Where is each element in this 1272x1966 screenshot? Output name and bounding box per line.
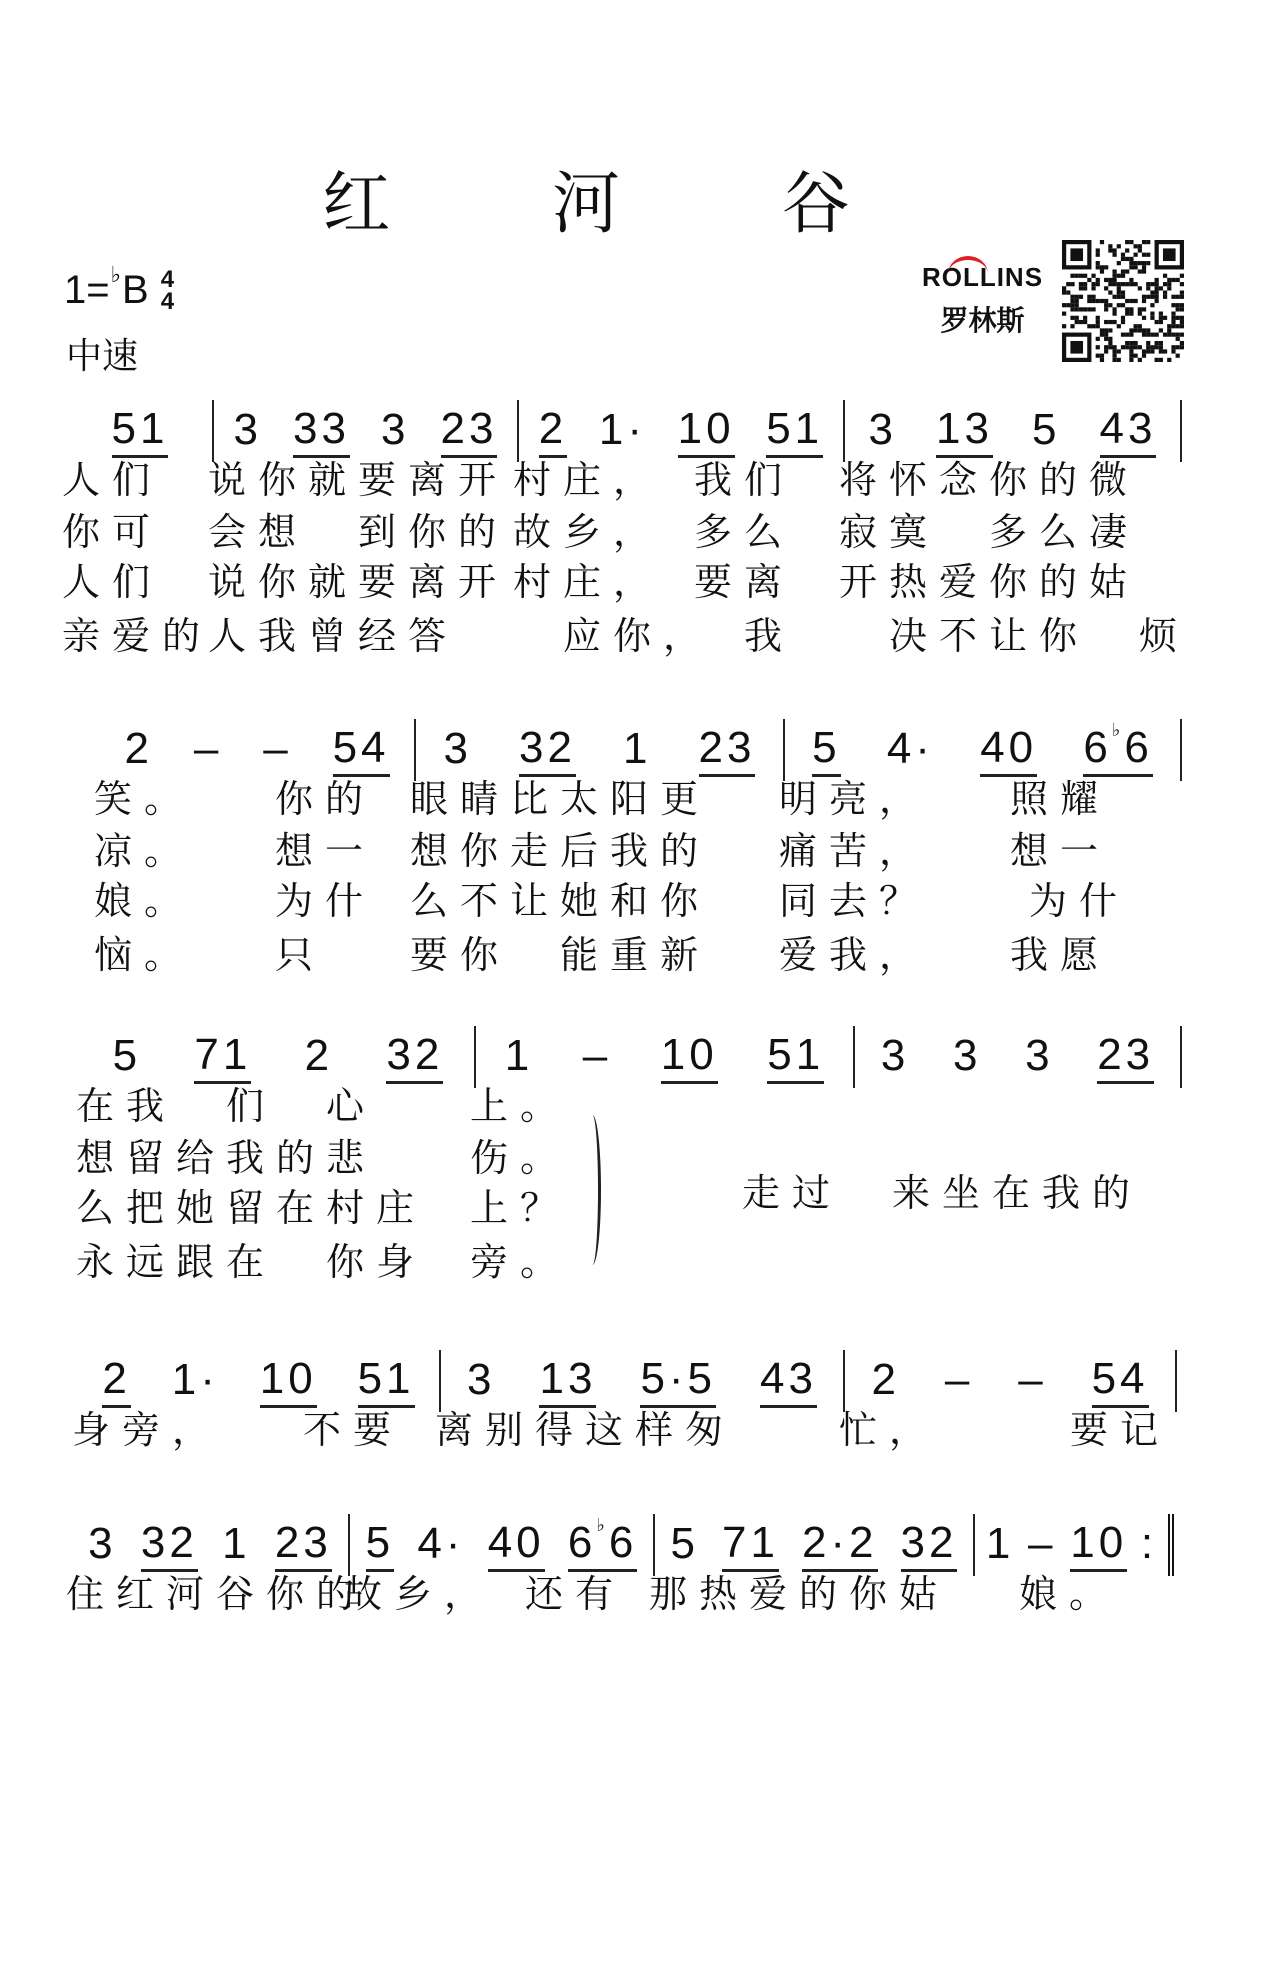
note-group (263, 725, 291, 775)
note-group (172, 1356, 219, 1406)
measure (655, 1514, 975, 1576)
lyric-segment: 应你， 我 (513, 614, 795, 658)
time-top: 4 (160, 265, 175, 293)
measure (100, 719, 416, 781)
note-text: 2 (102, 1353, 131, 1403)
note-group (901, 1519, 958, 1572)
lyric-segment: 想留给我的悲 (76, 1136, 377, 1180)
measure (855, 1026, 1182, 1088)
time-bottom: 4 (160, 287, 175, 315)
measure (519, 400, 845, 462)
note-text: 4· (417, 1519, 465, 1568)
note-text: 5 (812, 722, 841, 772)
lyric-row-2 (0, 509, 1272, 555)
note-text: 23 (1097, 1029, 1155, 1079)
note-group (441, 405, 498, 458)
measure (845, 400, 1182, 462)
lyric-segment: 娘。 (969, 1572, 1120, 1616)
lyric-segment: 村庄， 要离 (513, 560, 795, 604)
note-group (1092, 1355, 1149, 1408)
lyric-segment: 上？ (470, 1186, 571, 1230)
note-text: 5 (365, 1517, 395, 1567)
note-group (417, 1520, 464, 1570)
note-text: 10 (1070, 1517, 1128, 1567)
flat-accidental: ♭ (1111, 719, 1125, 740)
note-group (260, 1355, 317, 1408)
note-text: 2 (124, 724, 153, 773)
note-group (1100, 405, 1157, 458)
lyric-segment: 么不让她和你 (410, 879, 711, 923)
lyric-segment: 你可 (62, 510, 163, 554)
note-text: 51 (766, 403, 824, 453)
note-group (1025, 1032, 1053, 1082)
note-group (599, 406, 646, 456)
note-text: 5·5 (640, 1353, 717, 1403)
note-text: – (1018, 1355, 1047, 1404)
note-text: 13 (539, 1353, 597, 1403)
note-text: 3 (381, 405, 410, 454)
note-text: – (263, 724, 292, 773)
note-group (467, 1356, 495, 1406)
note-text: 5 (1032, 405, 1061, 454)
note-group (623, 725, 651, 775)
time-signature (160, 265, 175, 315)
note-group (141, 1519, 198, 1572)
rollins-logo (910, 262, 1055, 339)
lyric-row-1 (0, 1407, 1272, 1453)
lyric-segment: 爱我， 我愿 (779, 933, 1111, 977)
lyric-segment: 要你 能重新 (410, 933, 711, 977)
flat-sign: ♭ (110, 261, 121, 287)
lyric-segment: 人们 (62, 458, 163, 502)
note-text: 3 (880, 1031, 910, 1080)
lyric-segment: 想你走后我的 (410, 829, 711, 873)
note-text: 2 (871, 1355, 900, 1404)
measure (975, 1514, 1174, 1576)
note-group (305, 1032, 333, 1082)
note-group (953, 1032, 981, 1082)
note-text: 3 (233, 405, 262, 454)
note-text: 51 (357, 1353, 415, 1403)
note-text: – (193, 724, 223, 773)
lyric-segment: 么把她留在村庄 (76, 1186, 427, 1230)
lyric-segment: 痛苦， 想一 (779, 829, 1111, 873)
qr-code-icon (1062, 240, 1184, 362)
note-group (386, 1031, 443, 1084)
note-text: – (582, 1031, 612, 1080)
lyric-segment: 那热爱的你姑 (649, 1572, 950, 1616)
note-text: 51 (111, 403, 169, 453)
lyric-segment: 同去？ 为什 (779, 879, 1130, 923)
note-group (766, 405, 823, 458)
note-group (366, 1519, 394, 1572)
note-group (539, 1355, 596, 1408)
note-group (812, 724, 840, 777)
note-text: 4· (886, 724, 934, 773)
note-group (505, 1032, 533, 1082)
note-text: 23 (698, 722, 756, 772)
lyric-segment: 说你就要离开 (208, 458, 509, 502)
note-group (1141, 1520, 1157, 1570)
note-text: 10 (660, 1029, 718, 1079)
note-text: 10 (259, 1353, 317, 1403)
lyric-segment: 将怀念你的微 (839, 458, 1140, 502)
note-text: 1· (171, 1355, 219, 1404)
note-group (802, 1519, 878, 1572)
note-text: 40 (487, 1517, 545, 1567)
song-title: 红 河 谷 (322, 165, 920, 244)
note-text: 23 (274, 1517, 332, 1567)
note-group (760, 1355, 817, 1408)
note-group (539, 405, 567, 458)
lyric-segment: 永远跟在 你身 (76, 1240, 427, 1284)
lyric-row-4 (0, 613, 1272, 659)
lyric-segment: 在我 们 心 (76, 1084, 377, 1128)
note-group (113, 1032, 141, 1082)
lyric-segment: 身旁， 不要 (72, 1408, 404, 1452)
lyric-row-4 (0, 1239, 1272, 1285)
lyric-segment: 眼睛比太阳更 (410, 777, 711, 821)
note-text: 32 (386, 1029, 444, 1079)
lyric-segment: 凉。 想一 (94, 829, 376, 873)
note-group (194, 725, 222, 775)
note-text: 71 (721, 1517, 779, 1567)
note-text: 32 (140, 1517, 198, 1567)
lyric-segment: 忙， 要记 (839, 1408, 1171, 1452)
note-group (1083, 719, 1153, 777)
lyric-segment: 寂寞 多么凄 (839, 510, 1140, 554)
note-text: 1· (598, 405, 647, 454)
lyric-row-3 (0, 559, 1272, 605)
note-group (767, 1031, 824, 1084)
measure (68, 400, 214, 462)
lyric-segment: 明亮， 照耀 (779, 777, 1111, 821)
lyric-row-1 (0, 457, 1272, 503)
measure (845, 1350, 1177, 1412)
lyric-segment: 旁。 (470, 1240, 571, 1284)
note-group (671, 1520, 699, 1570)
note-group (1097, 1031, 1154, 1084)
lyric-segment: 上。 (470, 1084, 571, 1128)
note-group (124, 725, 152, 775)
note-text: 2·2 (801, 1517, 878, 1567)
note-text: 3 (868, 405, 897, 454)
note-group (358, 1355, 415, 1408)
notes-row (0, 1514, 1272, 1576)
lyric-segment: 恼。 只 (94, 933, 326, 977)
note-text: 23 (440, 403, 498, 453)
measure (416, 719, 785, 781)
notes-row (0, 719, 1272, 781)
note-group (275, 1519, 332, 1572)
flat-accidental: ♭ (596, 1514, 609, 1535)
lyric-row-1 (0, 1571, 1272, 1617)
lyric-segment: 村庄， 我们 (513, 458, 795, 502)
note-group (1070, 1519, 1127, 1572)
verse-brace (584, 1115, 601, 1265)
notes-row (0, 1026, 1272, 1088)
note-group (1018, 1356, 1046, 1406)
lyric-segment: 会想 到你的 (208, 510, 509, 554)
note-text: 33 (293, 403, 350, 453)
note-group (640, 1355, 716, 1408)
note-text: 51 (767, 1029, 825, 1079)
lyric-segment: 故乡， 还有 (344, 1572, 626, 1616)
note-group (488, 1519, 545, 1572)
note-group (986, 1520, 1014, 1570)
lyric-segment: 人们 (62, 560, 163, 604)
note-text: 43 (1099, 403, 1157, 453)
note-group (678, 405, 735, 458)
note-group (881, 1032, 909, 1082)
note-text: 13 (936, 403, 993, 453)
note-group (699, 724, 756, 777)
logo-arc-icon (948, 256, 988, 274)
note-text: 2 (538, 403, 568, 453)
note-group (722, 1519, 779, 1572)
note-group (661, 1031, 718, 1084)
note-group (567, 1514, 638, 1572)
measure (82, 1026, 476, 1088)
note-group (88, 1520, 116, 1570)
note-text: 6 (567, 1517, 597, 1567)
note-text: 6 (608, 1517, 638, 1567)
note-text: 40 (980, 722, 1038, 772)
lyric-segment: 住红河谷你的 (66, 1572, 367, 1616)
note-group (980, 724, 1037, 777)
note-group (194, 1031, 251, 1084)
note-group (102, 1355, 130, 1408)
note-group (444, 725, 472, 775)
notes-row (0, 400, 1272, 462)
lyric-row-4 (0, 932, 1272, 978)
note-group (871, 1356, 899, 1406)
lyric-segment: 说你就要离开 (208, 560, 509, 604)
note-text: 54 (332, 722, 390, 772)
note-text: 5 (112, 1031, 142, 1080)
note-text: 1 (504, 1031, 534, 1080)
note-group (222, 1520, 250, 1570)
note-text: 3 (467, 1355, 496, 1404)
key-note: B (122, 268, 149, 312)
key-prefix: 1= (64, 268, 110, 312)
key-signature (64, 261, 175, 315)
note-text: 1 (222, 1519, 251, 1568)
note-text: 71 (194, 1029, 252, 1079)
note-group (887, 725, 934, 775)
note-text: 32 (519, 722, 576, 772)
lyric-segment: 故乡， 多么 (513, 510, 795, 554)
measure (214, 400, 519, 462)
measure (78, 1350, 441, 1412)
logo-brand-text: ROLLINS (921, 262, 1044, 292)
note-group (1028, 1520, 1056, 1570)
measure (441, 1350, 845, 1412)
note-text: 1 (623, 724, 652, 773)
note-text: 5 (670, 1519, 699, 1568)
note-text: 3 (952, 1031, 982, 1080)
note-group (293, 405, 350, 458)
lyric-segment: 开热爱你的姑 (839, 560, 1140, 604)
chorus-lyric: 走过 来坐在我的 (742, 1171, 1143, 1215)
measure (350, 1514, 655, 1576)
note-group (1032, 406, 1060, 456)
note-group (869, 406, 897, 456)
note-text: – (944, 1355, 974, 1404)
note-group (583, 1032, 611, 1082)
note-text: 6 (1124, 722, 1153, 772)
measure (785, 719, 1182, 781)
note-text: 6 (1083, 722, 1112, 772)
tempo-marking: 中速 (66, 336, 139, 377)
lyric-segment: 笑。 你的 (94, 777, 376, 821)
lyric-segment: 娘。 为什 (94, 879, 376, 923)
lyric-row-2 (0, 828, 1272, 874)
note-text: 3 (1025, 1031, 1054, 1080)
note-text: 10 (677, 403, 735, 453)
note-group (333, 724, 390, 777)
note-group (381, 406, 409, 456)
lyric-segment: 伤。 (470, 1136, 571, 1180)
lyric-segment: 亲爱的 (62, 614, 213, 658)
note-text: 3 (443, 724, 472, 773)
measure (72, 1514, 350, 1576)
measure (476, 1026, 855, 1088)
note-group (112, 405, 169, 458)
note-text: 3 (88, 1519, 117, 1568)
note-text: 32 (900, 1517, 958, 1567)
note-group (945, 1356, 973, 1406)
note-text: 2 (304, 1031, 334, 1080)
lyric-segment: 人我曾经答 (208, 614, 459, 658)
note-text: 1 (985, 1519, 1015, 1568)
logo-brand-cn: 罗林斯 (940, 304, 1025, 337)
note-text: : (1140, 1519, 1158, 1568)
note-group (936, 405, 993, 458)
lyric-row-1 (0, 1083, 1272, 1129)
note-group (519, 724, 576, 777)
note-text: – (1028, 1519, 1057, 1568)
lyric-segment: 决不让你 烦 (839, 614, 1190, 658)
lyric-segment: 离别得这样匆 (435, 1408, 736, 1452)
logo-brand (910, 262, 1055, 293)
note-text: 54 (1091, 1353, 1149, 1403)
lyric-row-3 (0, 878, 1272, 924)
notes-row (0, 1350, 1272, 1412)
note-text: 43 (760, 1353, 817, 1403)
note-group (234, 406, 262, 456)
lyric-row-1 (0, 776, 1272, 822)
